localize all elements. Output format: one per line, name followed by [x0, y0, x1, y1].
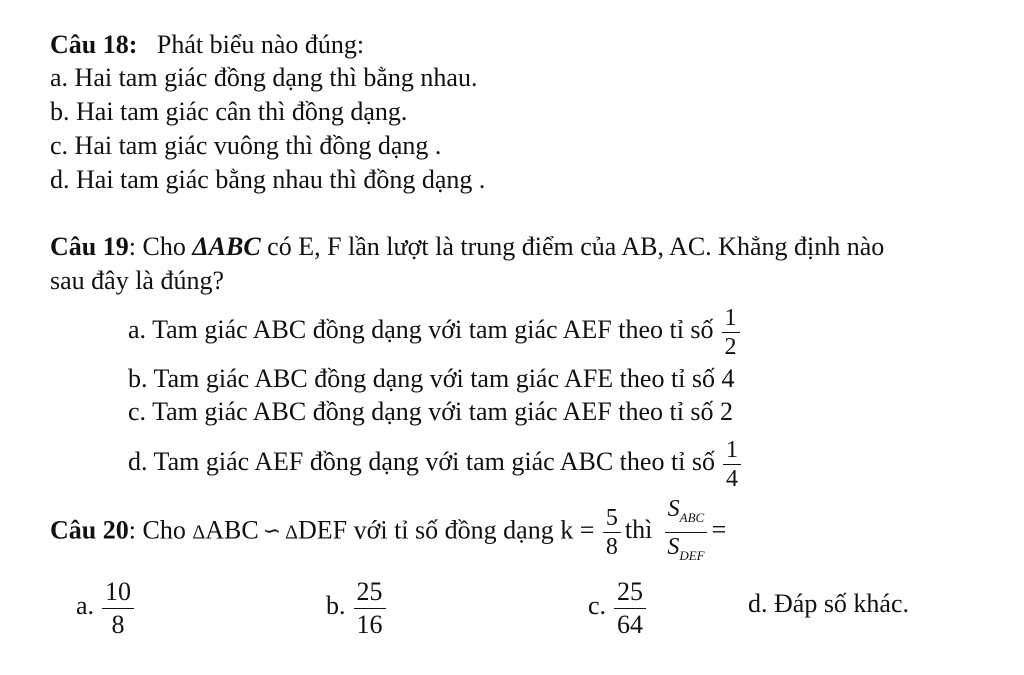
question-18-option-c: c. Hai tam giác vuông thì đồng dạng . — [50, 131, 442, 160]
fraction-numerator: 1 — [723, 438, 741, 465]
fraction-one-half — [722, 306, 740, 359]
fraction-numerator: 25 — [354, 578, 386, 609]
question-18-option-a: a. Hai tam giác đồng dạng thì bằng nhau. — [50, 63, 478, 92]
fraction-denominator — [664, 533, 707, 568]
question-18-text: Phát biểu nào đúng: — [156, 30, 365, 59]
question-18-label: Câu 18: — [50, 30, 138, 59]
question-18-heading — [50, 30, 364, 60]
fraction-area-ratio — [664, 497, 707, 568]
triangle-symbol: Δ — [192, 521, 206, 544]
question-19-option-d — [128, 434, 741, 491]
question-19-label: Câu 19 — [50, 232, 129, 261]
question-19-text-1: có E, F lần lượt là trung điểm của AB, AC. Khẳng định nào — [260, 232, 885, 261]
question-20-label: Câu 20 — [50, 515, 129, 545]
fraction-denominator: 16 — [356, 609, 383, 639]
question-19-option-a-text: a. Tam giác ABC đồng dạng với tam giác AEF theo tỉ số — [128, 315, 714, 344]
area-subscript: DEF — [679, 548, 705, 563]
fraction-option-b — [354, 578, 386, 639]
question-19-text-2: sau đây là đúng? — [50, 266, 225, 295]
question-19-colon: : Cho — [128, 232, 193, 261]
area-symbol: S — [667, 534, 680, 560]
question-20-option-d: d. Đáp số khác. — [748, 589, 910, 618]
triangle-symbol: Δ — [285, 521, 298, 544]
question-20-text-thi: thì — [624, 515, 653, 545]
fraction-numerator — [665, 497, 708, 533]
fraction-denominator: 8 — [111, 609, 125, 639]
fraction-denominator: 4 — [726, 465, 739, 492]
triangle-abc: ABC — [205, 515, 259, 545]
fraction-denominator: 8 — [605, 534, 618, 560]
fraction-option-a — [102, 578, 134, 639]
fraction-numerator: 10 — [102, 578, 134, 609]
option-label: b. — [326, 591, 346, 620]
similar-symbol: ∽ — [262, 518, 282, 544]
option-label: a. — [76, 591, 95, 620]
area-symbol: S — [667, 496, 680, 522]
fraction-numerator: 1 — [722, 306, 740, 333]
question-19-option-c: c. Tam giác ABC đồng dạng với tam giác AEF theo tỉ số 2 — [128, 397, 734, 426]
option-label: c. — [588, 591, 607, 620]
fraction-one-quarter — [723, 438, 741, 491]
equals-sign: = — [711, 515, 727, 545]
triangle-def: DEF — [297, 515, 348, 545]
question-19-option-b: b. Tam giác ABC đồng dạng với tam giác AFE theo tỉ số 4 — [128, 364, 735, 393]
question-20-option-b — [326, 576, 386, 639]
question-19-option-d-text: d. Tam giác AEF đồng dạng với tam giác ABC theo tỉ số — [128, 447, 716, 476]
question-20-heading — [50, 497, 726, 568]
question-18-option-d: d. Hai tam giác bằng nhau thì đồng dạng . — [50, 165, 486, 194]
question-20-option-c — [588, 576, 646, 639]
fraction-option-c — [614, 578, 646, 639]
question-19-triangle: ΔABC — [192, 232, 261, 261]
fraction-k — [603, 506, 621, 559]
fraction-denominator: 2 — [724, 333, 737, 360]
question-20-option-a — [76, 576, 134, 639]
question-20-text-pre: : Cho — [128, 515, 193, 545]
question-18-option-b: b. Hai tam giác cân thì đồng dạng. — [50, 97, 408, 126]
question-20-text-mid: với tỉ số đồng dạng k = — [347, 515, 601, 545]
fraction-numerator: 25 — [614, 578, 646, 609]
fraction-denominator: 64 — [617, 609, 644, 639]
area-subscript: ABC — [679, 510, 705, 525]
question-19-option-a — [128, 302, 740, 359]
fraction-numerator: 5 — [603, 506, 621, 533]
question-19-heading — [50, 232, 884, 262]
